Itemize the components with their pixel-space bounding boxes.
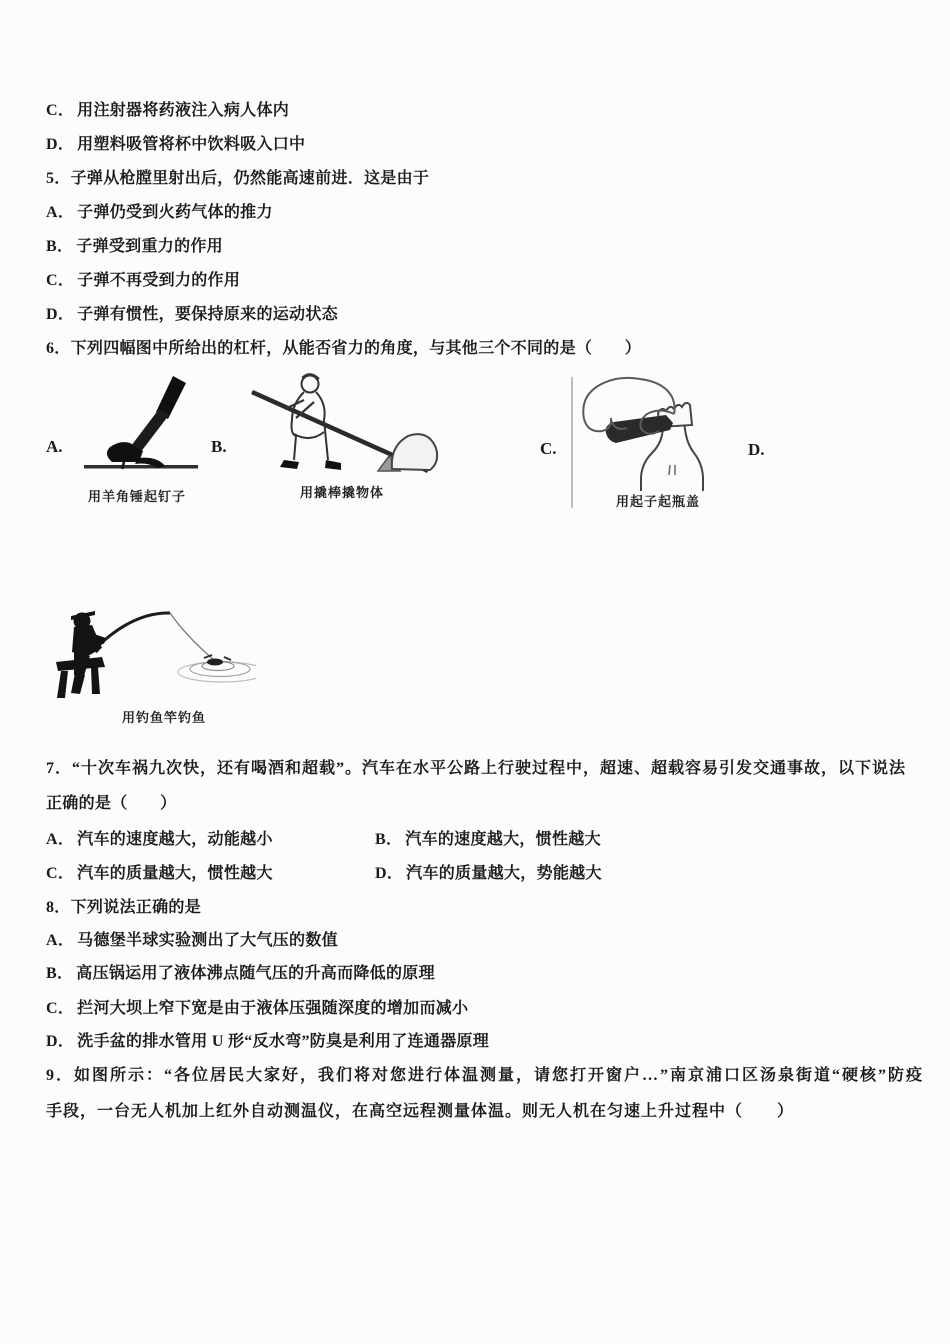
option-letter: D． — [375, 865, 404, 882]
q5-option-d — [46, 305, 338, 325]
option-text: 汽车的质量越大，势能越大 — [406, 865, 602, 882]
q5-option-a — [46, 203, 273, 223]
option-letter: A． — [46, 932, 75, 949]
option-text: 洗手盆的排水管用 U 形“反水弯”防臭是利用了连通器原理 — [77, 1033, 490, 1050]
fishing-rod-icon — [44, 596, 256, 710]
option-letter: B． — [375, 831, 403, 848]
q4-option-d — [46, 135, 305, 155]
q7-option-a — [46, 830, 273, 850]
option-letter: C． — [46, 1000, 75, 1017]
option-letter: C． — [46, 102, 75, 119]
q9-stem-line-2: 手段，一台无人机加上红外自动测温仪，在高空远程测量体温。则无人机在匀速上升过程中（ ） — [46, 1103, 795, 1120]
figure-b-caption: 用撬棒撬物体 — [300, 485, 385, 500]
option-text: 子弹仍受到火药气体的推力 — [77, 204, 273, 221]
q8-option-b — [46, 964, 435, 984]
option-letter: D． — [46, 306, 75, 323]
figure-a-caption: 用羊角锤起钉子 — [88, 489, 187, 504]
q8-option-a — [46, 931, 338, 951]
q7-option-b — [375, 830, 601, 850]
option-letter: B． — [46, 238, 74, 255]
option-letter: C． — [46, 865, 75, 882]
figure-c-caption: 用起子起瓶盖 — [616, 494, 701, 509]
q4-option-c — [46, 101, 289, 121]
option-letter: D． — [46, 1033, 75, 1050]
q9-stem-line-1: 9．如图所示：“各位居民大家好，我们将对您进行体温测量，请您打开窗户…”南京浦口区汤泉街道“硬核”防疫 — [46, 1067, 925, 1084]
option-text: 拦河大坝上窄下宽是由于液体压强随深度的增加而减小 — [77, 1000, 469, 1017]
option-letter: D． — [46, 136, 75, 153]
q7-option-d — [375, 864, 602, 884]
option-letter: A． — [46, 831, 75, 848]
q5-stem: 5．子弹从枪膛里射出后，仍然能高速前进．这是由于 — [46, 170, 430, 187]
option-text: 马德堡半球实验测出了大气压的数值 — [77, 932, 338, 949]
scan-table-divider — [571, 377, 573, 508]
option-text: 子弹不再受到力的作用 — [77, 272, 241, 289]
q8-option-c — [46, 999, 468, 1019]
figure-c-label: C. — [540, 439, 557, 458]
option-letter: A． — [46, 204, 75, 221]
option-text: 汽车的速度越大，惯性越大 — [405, 831, 601, 848]
crowbar-prying-rock-icon — [240, 370, 440, 482]
bottle-opener-cap-icon — [578, 373, 720, 493]
claw-hammer-nail-icon — [72, 374, 212, 480]
q8-stem: 8．下列说法正确的是 — [46, 899, 202, 916]
option-text: 子弹受到重力的作用 — [76, 238, 223, 255]
option-text: 子弹有惯性，要保持原来的运动状态 — [77, 306, 338, 323]
q7-stem-line-2: 正确的是（ ） — [46, 795, 177, 812]
q6-stem: 6．下列四幅图中所给出的杠杆，从能否省力的角度，与其他三个不同的是（ ） — [46, 340, 642, 357]
option-text: 汽车的质量越大，惯性越大 — [77, 865, 273, 882]
q8-option-d — [46, 1032, 489, 1052]
q5-option-c — [46, 271, 240, 291]
q7-option-c — [46, 864, 273, 884]
option-letter: C． — [46, 272, 75, 289]
option-text: 用塑料吸管将杯中饮料吸入口中 — [77, 136, 306, 153]
figure-a-label: A. — [46, 437, 63, 456]
figure-d-caption: 用钓鱼竿钓鱼 — [122, 710, 207, 725]
figure-d-label: D. — [748, 440, 765, 459]
option-letter: B． — [46, 965, 74, 982]
option-text: 汽车的速度越大，动能越小 — [77, 831, 273, 848]
figure-b-label: B. — [211, 437, 227, 456]
q5-option-b — [46, 237, 223, 257]
q7-stem-line-1: 7．“十次车祸九次快，还有喝酒和超载”。汽车在水平公路上行驶过程中，超速、超载容易引发交通事故，以下说法 — [46, 760, 907, 777]
option-text: 用注射器将药液注入病人体内 — [77, 102, 290, 119]
option-text: 高压锅运用了液体沸点随气压的升高而降低的原理 — [76, 965, 435, 982]
